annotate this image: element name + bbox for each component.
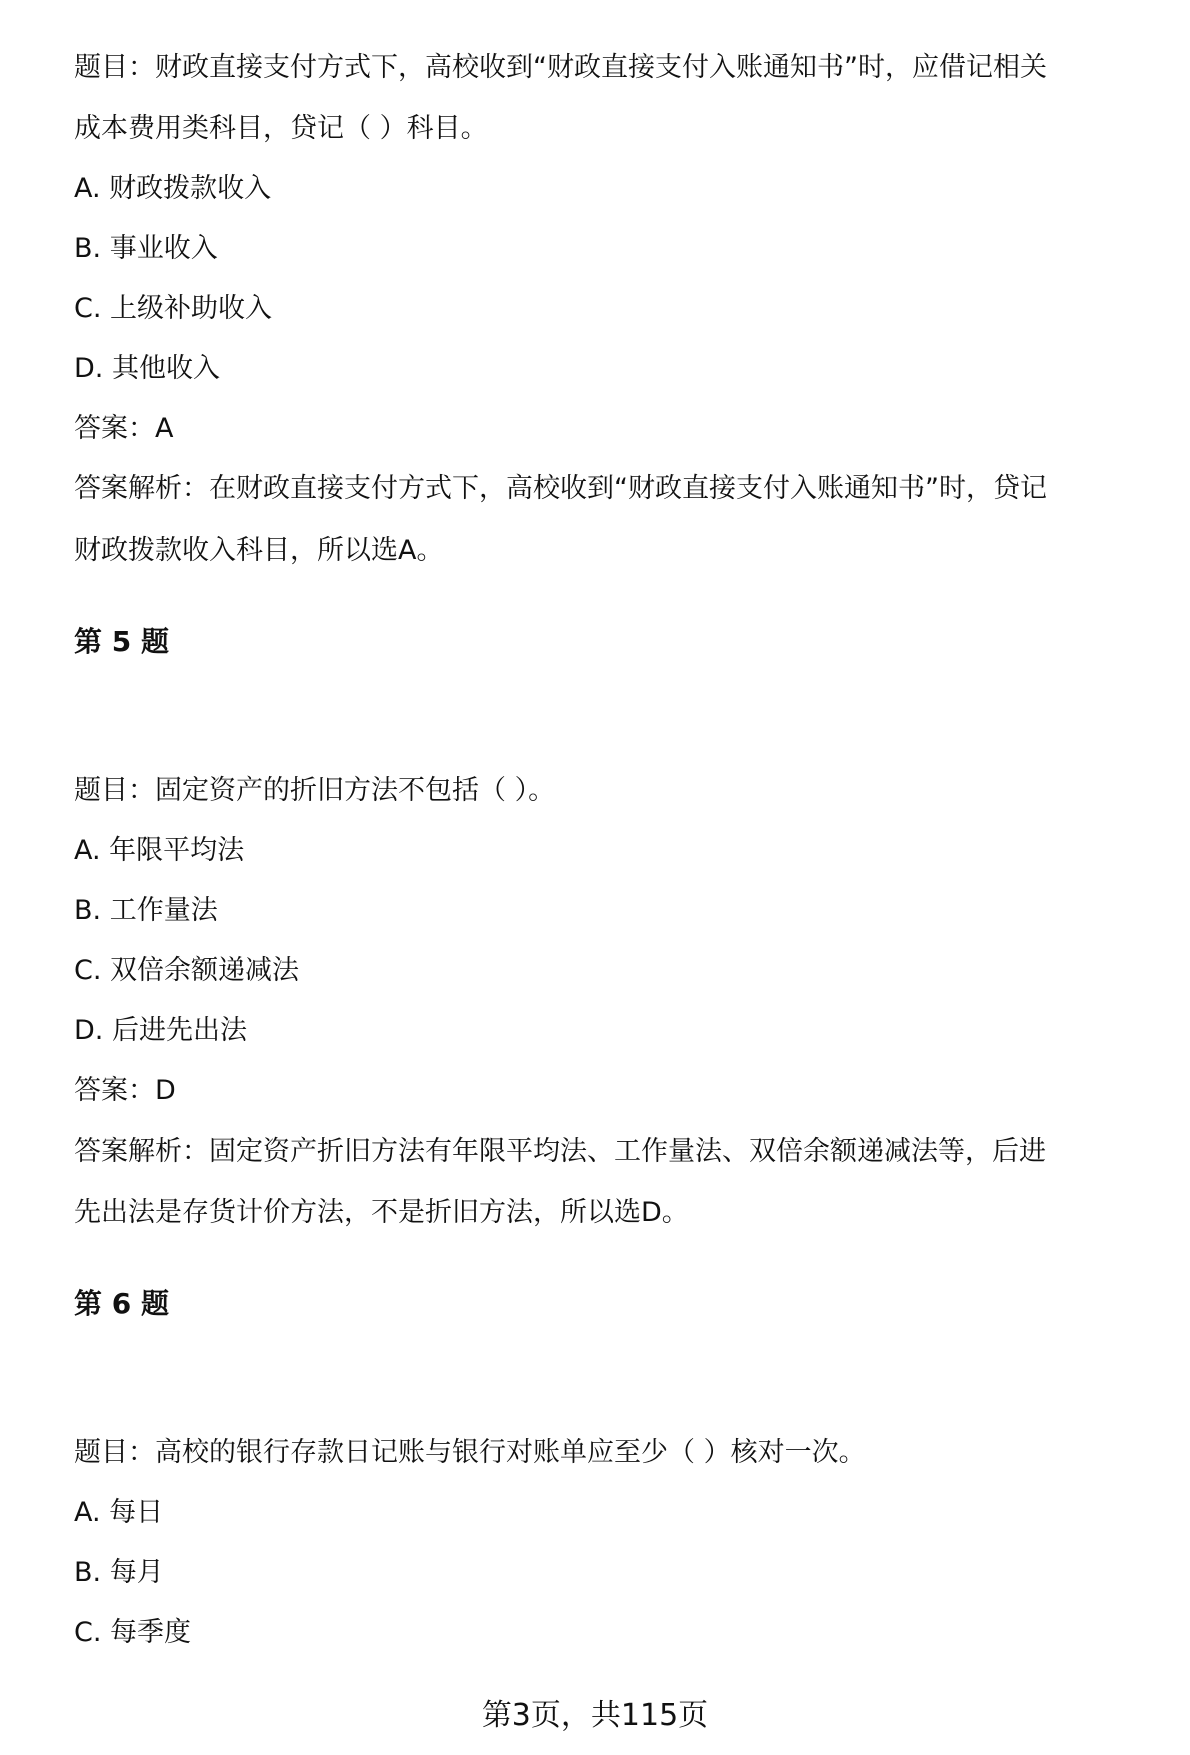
q5-answer: 答案：D (74, 1075, 176, 1106)
q6-option-a: A. 每日 (74, 1497, 164, 1528)
q6-question: 题目：高校的银行存款日记账与银行对账单应至少（ ）核对一次。 (74, 1437, 866, 1468)
q5-heading: 第 5 题 (74, 625, 169, 658)
q6-option-b: B. 每月 (74, 1557, 164, 1588)
q5-analysis-line-1: 答案解析：固定资产折旧方法有年限平均法、工作量法、双倍余额递减法等，后进 (74, 1136, 1046, 1167)
q5-option-c: C. 双倍余额递减法 (74, 955, 300, 986)
q4-analysis-line-1: 答案解析：在财政直接支付方式下，高校收到“财政直接支付入账通知书”时，贷记 (74, 473, 1047, 504)
q5-analysis-line-2: 先出法是存货计价方法，不是折旧方法，所以选D。 (74, 1197, 689, 1228)
q6-heading: 第 6 题 (74, 1287, 169, 1320)
q4-option-c: C. 上级补助收入 (74, 293, 273, 324)
q4-question-line-1: 题目：财政直接支付方式下，高校收到“财政直接支付入账通知书”时，应借记相关 (74, 52, 1047, 83)
q5-option-b: B. 工作量法 (74, 895, 218, 926)
q5-option-a: A. 年限平均法 (74, 835, 245, 866)
q6-option-c: C. 每季度 (74, 1617, 192, 1648)
q4-option-b: B. 事业收入 (74, 233, 218, 264)
page-number: 第3页，共115页 (481, 1698, 709, 1733)
q4-answer: 答案：A (74, 413, 174, 444)
q5-option-d: D. 后进先出法 (74, 1015, 247, 1046)
q4-option-a: A. 财政拨款收入 (74, 173, 272, 204)
q5-question: 题目：固定资产的折旧方法不包括（ ）。 (74, 775, 556, 806)
q4-question-line-2: 成本费用类科目，贷记（ ）科目。 (74, 113, 488, 144)
q4-option-d: D. 其他收入 (74, 353, 220, 384)
q4-analysis-line-2: 财政拨款收入科目，所以选A。 (74, 535, 444, 566)
